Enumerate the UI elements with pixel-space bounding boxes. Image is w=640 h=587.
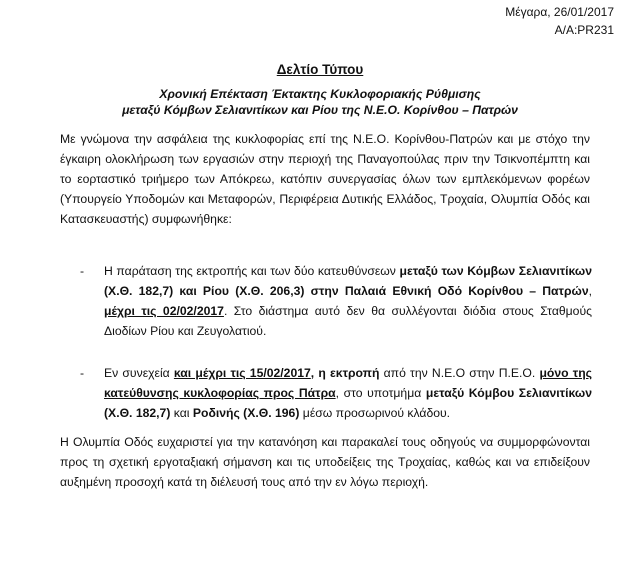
bullet-date-highlight: και μέχρι τις 15/02/2017 [173,366,311,380]
closing-paragraph: Η Ολυμπία Οδός ευχαριστεί για την κατανόηση και παρακαλεί τους οδηγούς να συμμορφώνονται προς τη σχετική εργοταξιακή σήμανση και τις υποδείξεις της Τροχαίας, καθώς και να επιδείξουν αυξημένη προσοχή κατά τη διέλευσή τους από την εν λόγω περιοχή. [60,435,590,489]
bullet-text-bold: μεταξύ των Κόμβων Σελιανιτίκων (Χ.Θ. 182,7) και Ρίου (Χ.Θ. 206,3) στην Παλαιά Εθνική Οδό Κορίνθου – Πατρών [104,264,592,298]
bullet-text-part: από την Ν.Ε.Ο στην Π.Ε.Ο. [379,366,540,380]
bullet-item-extension [80,261,592,341]
bullet-text-part: , [588,284,592,298]
bullet-text [104,363,592,423]
subtitle-line-2: μεταξύ Κόμβων Σελιανιτίκων και Ρίου της Ν.Ε.Ο. Κορίνθου – Πατρών [122,103,518,117]
bullet-text-part: . Στο διάστημα αυτό δεν θα συλλέγονται διόδια στους Σταθμούς Διοδίων Ρίου και Ζευγολατιού. [104,304,592,338]
bullet-text-part: μέσω προσωρινού κλάδου. [299,406,451,420]
bullet-text-part: Η παράταση της εκτροπής και των δύο κατευθύνσεων [104,264,400,278]
bullet-text-bold: , η εκτροπή [310,366,380,380]
bullet-text-bold: μεταξύ Κόμβου Σελιανιτίκων (Χ.Θ. 182,7) [104,386,592,420]
bullet-direction-highlight: μόνο της κατεύθυνσης κυκλοφορίας προς Πάτρα [104,366,593,400]
subtitle-line-1: Χρονική Επέκταση Έκτακτης Κυκλοφοριακής Ρύθμισης [159,87,481,101]
document-reference: A/A:PR231 [554,23,614,37]
bullet-text [104,261,592,341]
document-title: Δελτίο Τύπου [276,62,364,77]
bullet-date-highlight: μέχρι τις 02/02/2017 [104,304,224,318]
bullet-text-bold: Ροδινής (Χ.Θ. 196) [192,406,300,420]
document-date: Μέγαρα, 26/01/2017 [505,5,614,19]
bullet-dash: - [80,366,85,380]
bullet-text-part: και [170,406,193,420]
intro-paragraph: Με γνώμονα την ασφάλεια της κυκλοφορίας επί της Ν.Ε.Ο. Κορίνθου-Πατρών και με στόχο την έγκαιρη ολοκλήρωση των εργασιών στην περιοχή της Παναγοπούλας πριν την Τσικνοπέμπτη και το εορταστικό τριήμερο των Απόκρεω, κατόπιν συνεργασίας όλων των εμπλεκόμενων φορέων (Υπουργείο Υποδομών και Μεταφορών, Περιφέρεια Δυτικής Ελλάδος, Τροχαία, Ολυμπία Οδός και Κατασκευαστής) συμφωνήθηκε: [60,132,590,226]
bullet-item-continuation [80,363,592,423]
bullet-text-part: Εν συνεχεία [104,366,174,380]
bullet-dash: - [80,264,85,278]
document-subtitle [0,86,640,118]
bullet-text-part: , στο υποτμήμα [335,386,426,400]
